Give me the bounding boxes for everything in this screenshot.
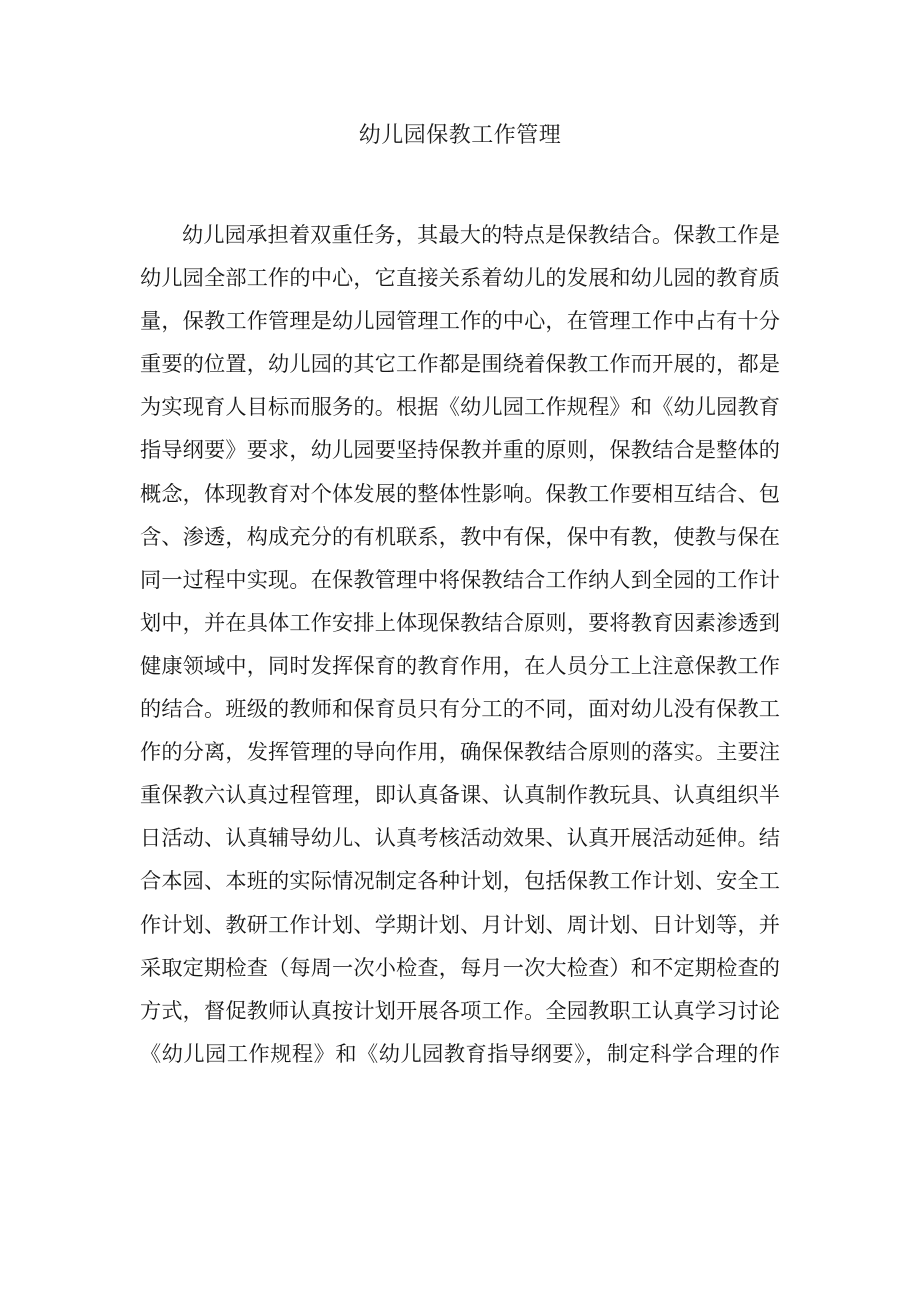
body-paragraph [140,213,780,1075]
paragraph-line: 重保教六认真过程管理，即认真备课、认真制作教玩具、认真组织半 [140,782,780,808]
paragraph-line: 合本园、本班的实际情况制定各种计划，包括保教工作计划、安全工 [140,868,780,894]
paragraph-line: 方式，督促教师认真按计划开展各项工作。全园教职工认真学习讨论 [140,997,780,1023]
paragraph-line: 同一过程中实现。在保教管理中将保教结合工作纳人到全园的工作计 [140,566,780,592]
paragraph-line: 划中，并在具体工作安排上体现保教结合原则，要将教育因素渗透到 [140,609,780,635]
paragraph-line: 作计划、教研工作计划、学期计划、月计划、周计划、日计划等，并 [140,911,780,937]
paragraph-line: 指导纲要》要求，幼儿园要坚持保教并重的原则，保教结合是整体的 [140,437,780,463]
paragraph-line: 重要的位置，幼儿园的其它工作都是围绕着保教工作而开展的，都是 [140,351,780,377]
paragraph-line: 幼儿园全部工作的中心，它直接关系着幼儿的发展和幼儿园的教育质 [140,265,780,291]
document-title: 幼儿园保教工作管理 [358,123,562,148]
paragraph-line: 幼儿园承担着双重任务，其最大的特点是保教结合。保教工作是 [182,222,780,247]
paragraph-line: 日活动、认真辅导幼儿、认真考核活动效果、认真开展活动延伸。结 [140,825,780,851]
paragraph-line: 《幼儿园工作规程》和《幼儿园教育指导纲要》，制定科学合理的作 [140,1040,780,1066]
paragraph-line: 采取定期检查（每周一次小检查，每月一次大检查）和不定期检查的 [140,954,780,980]
paragraph-line: 作的分离，发挥管理的导向作用，确保保教结合原则的落实。主要注 [140,739,780,765]
paragraph-line: 为实现育人目标而服务的。根据《幼儿园工作规程》和《幼儿园教育 [140,394,780,420]
paragraph-line: 含、渗透，构成充分的有机联系，教中有保，保中有教，使教与保在 [140,523,780,549]
paragraph-line: 的结合。班级的教师和保育员只有分工的不同，面对幼儿没有保教工 [140,696,780,722]
paragraph-line: 概念，体现教育对个体发展的整体性影响。保教工作要相互结合、包 [140,480,780,506]
paragraph-line: 量，保教工作管理是幼儿园管理工作的中心，在管理工作中占有十分 [140,308,780,334]
paragraph-line: 健康领域中，同时发挥保育的教育作用，在人员分工上注意保教工作 [140,652,780,678]
